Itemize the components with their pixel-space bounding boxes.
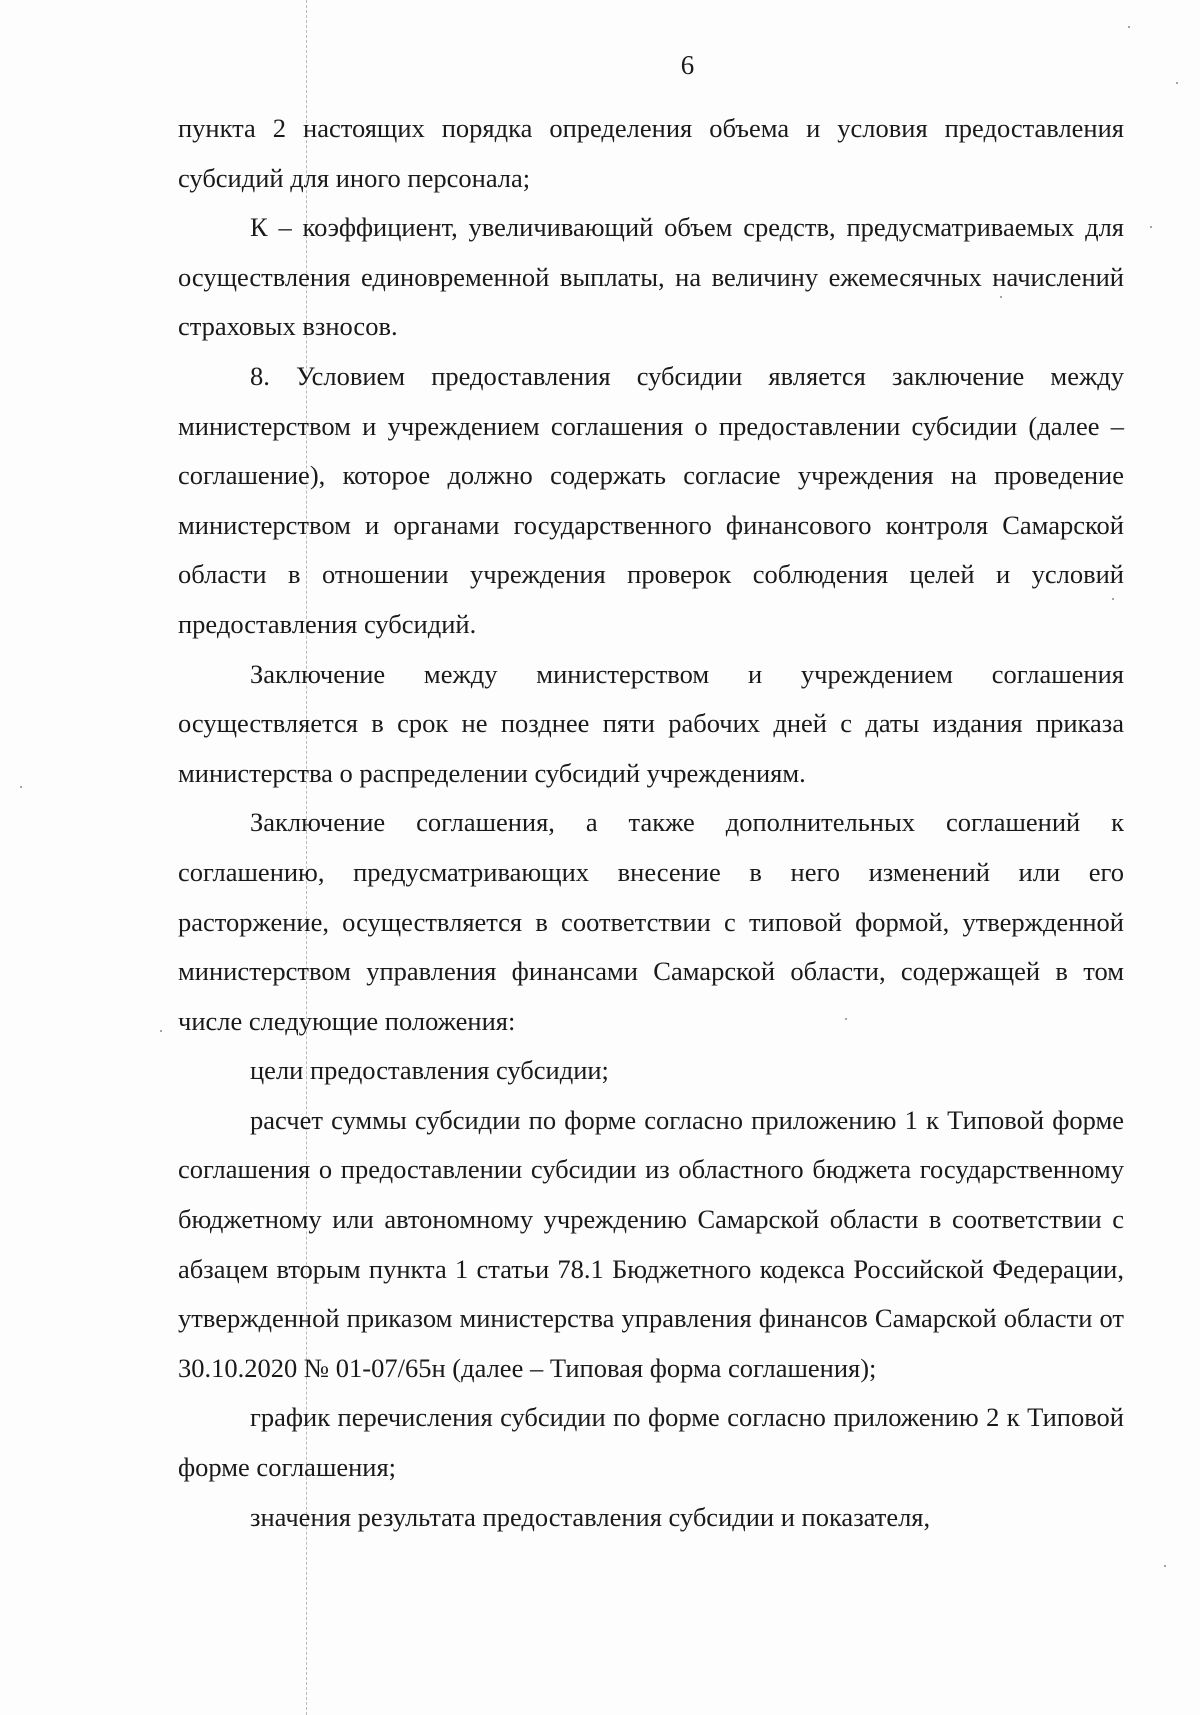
scan-speck	[1176, 82, 1178, 84]
page-number: 6	[680, 50, 695, 80]
scan-speck	[1000, 296, 1002, 298]
paragraph-agreement-form: Заключение соглашения, а также дополнительных соглашений к соглашению, предусматривающих внесение в него изменений или его расторжение, осуществляется в соответствии с типовой формой, утвержденной министерством управления финансами Самарской области, содержащей в том числе следующие положения:	[178, 807, 1124, 1036]
scan-speck	[1164, 1565, 1166, 1567]
paragraph-coefficient-k: К – коэффициент, увеличивающий объем средств, предусматриваемых для осуществления единовременной выплаты, на величину ежемесячных начислений страховых взносов.	[178, 212, 1124, 342]
list-item-results: значения результата предоставления субсидии и показателя,	[250, 1501, 931, 1532]
scan-speck	[20, 786, 22, 788]
scan-speck	[1112, 598, 1114, 600]
scan-speck	[1128, 26, 1130, 28]
list-item-calculation: расчет суммы субсидии по форме согласно приложению 1 к Типовой форме соглашения о предоставлении субсидии из областного бюджета государственному бюджетному или автономному учреждению Самарской области в соответствии с абзацем вторым пункта 1 статьи 78.1 Бюджетного кодекса Российской Федерации, утвержденной приказом министерства управления финансов Самарской области от 30.10.2020 № 01-07/65н (далее – Типовая форма соглашения);	[178, 1104, 1124, 1383]
list-item-schedule: график перечисления субсидии по форме согласно приложению 2 к Типовой форме соглашения;	[178, 1402, 1124, 1483]
paragraph-agreement-term: Заключение между министерством и учреждением соглашения осуществляется в срок не позднее пяти рабочих дней с даты издания приказа министерства о распределении субсидий учреждениям.	[178, 658, 1124, 788]
scan-speck	[160, 1030, 162, 1032]
scan-speck	[1150, 226, 1152, 228]
paragraph-item-8: 8. Условием предоставления субсидии является заключение между министерством и учреждением соглашения о предоставлении субсидии (далее – соглашение), которое должно содержать согласие учреждения на проведение министерством и органами государственного финансового контроля Самарской области в отношении учреждения проверок соблюдения целей и условий предоставления субсидий.	[178, 360, 1124, 639]
document-body	[178, 104, 1124, 1542]
scan-speck	[845, 1018, 847, 1020]
paragraph-continuation: пункта 2 настоящих порядка определения объема и условия предоставления субсидий для иного персонала;	[178, 113, 1124, 193]
list-item-goals: цели предоставления субсидии;	[250, 1055, 609, 1086]
